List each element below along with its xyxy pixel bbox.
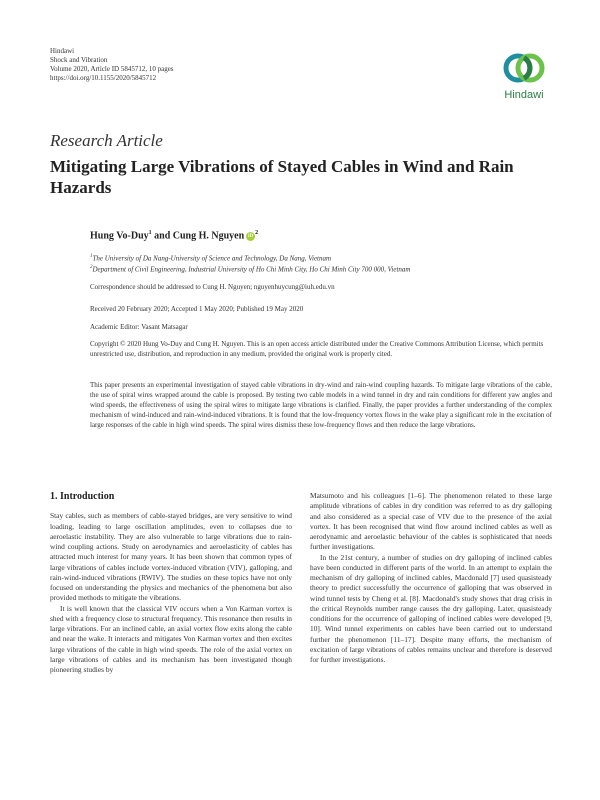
abstract: This paper presents an experimental investigation of stayed cable vibrations in dry-wind and rain-wind coupling hazards. To mitigate large vibrations of the cable, the use of spiral wires wrapped around the cable is proposed. By testing two cable models in a wind tunnel in dry and rain conditions for different yaw angles and wind speeds, the effectiveness of using the spiral wires to mitigate large vibrations is clarified. Finally, the paper provides a further understanding of the complex mechanism of wind-induced and rain-wind-induced vibrations. It is found that the low-frequency vortex flows in the wake play a significant role in the excitation of large responses of the cable in high wind speeds. The spiral wires dismiss these low-frequency flows and then reduce the large vibrations.: [90, 381, 552, 429]
body-paragraph: Matsumoto and his colleagues [1–6]. The phenomenon related to these large amplitude vibrations of cables in dry condition was referred to as dry galloping and also considered as a special case of VIV due to the presence of the axial vortex. It has been recognised that wind flow around inclined cables as well as aerodynamic and aeroelastic behaviour of the cables is sophisticated that needs further investigations.: [310, 491, 552, 552]
affiliation: [90, 263, 550, 274]
affiliation: [90, 252, 550, 263]
section-heading: 1. Introduction: [50, 491, 115, 502]
author-affiliation-mark: 2: [255, 230, 259, 236]
correspondence: Correspondence should be addressed to Cung H. Nguyen; nguyenhuycung@iuh.edu.vn: [90, 283, 335, 291]
academic-editor: Academic Editor: Vasant Matsagar: [90, 323, 188, 331]
body-paragraph: Stay cables, such as members of cable-stayed bridges, are very sensitive to wind loading, leading to large oscillation amplitudes, even to collapses due to aeroelastic instability. They are also vulnerable to large vibrations due to rain-wind coupling actions. Study on aerodynamics and aeroelasticity of cables has attracted much interest for many years. It has been shown that common types of large vibrations of cables include vortex-induced vibration (VIV), galloping, and rain-wind-induced vibrations (RWIV). The studies on these topics have not only focused on understanding the physics and mechanics of the phenomena but also provided methods to mitigate the vibrations.: [50, 511, 292, 603]
body-column-right: [310, 491, 552, 665]
journal-doi[interactable]: https://doi.org/10.1155/2020/5845712: [50, 74, 157, 82]
hindawi-logo-icon: [501, 48, 547, 88]
body-paragraph: It is well known that the classical VIV occurs when a Von Karman vortex is shed with a frequency close to structural frequency. This resonance then results in large vibrations. For an inclined cable, an axial vortex flow exits along the cable and near the wake. It interacts and mitigates Von Karman vortex and then excites large vibrations of the cable in high wind speeds. The role of the axial vortex on large vibrations of cables and its mechanism has been investigated though pioneering studies by: [50, 603, 292, 674]
affiliation-text: The University of Da Nang-University of Science and Technology, Da Nang, Vietnam: [92, 254, 332, 263]
affiliation-mark: 2: [90, 265, 93, 270]
logo-text: Hindawi: [504, 89, 544, 101]
journal-volume: Volume 2020, Article ID 5845712, 10 pages: [50, 65, 174, 73]
journal-info: [50, 47, 174, 83]
body-column-left: [50, 492, 292, 675]
article-title: Mitigating Large Vibrations of Stayed Cables in Wind and Rain Hazards: [50, 157, 514, 197]
body-paragraph: In the 21st century, a number of studies on dry galloping of inclined cables have been conducted in different parts of the world. In an attempt to explain the mechanism of dry galloping of inclined cables, Macdonald [7] used quasisteady theory to predict successfully the occurrence of galloping that was observed in wind tunnel tests by Cheng et al. [8]. Macdonald's study shows that drag crisis in the critical Reynolds number range causes the dry galloping. Later, quasisteady conditions for the occurrence of galloping of inclined cables were developed [9, 10]. Wind tunnel experiments on cables have been carried out to understand further the phenomenon [11–17]. Despite many efforts, the mechanism of excitation of large vibrations of cables remains unclear and therefore is deserved for further investigations.: [310, 552, 552, 664]
author-connector: and: [151, 230, 173, 242]
author-name[interactable]: Cung H. Nguyen: [172, 230, 245, 242]
orcid-icon[interactable]: iD: [248, 234, 254, 240]
author-affiliation-mark: 1: [148, 230, 152, 236]
article-type: Research Article: [50, 131, 163, 150]
affiliation-text: Department of Civil Engineering, Industrial University of Ho Chi Minh City, Ho Chi Minh City 700 000, Vietnam: [92, 265, 411, 274]
hindawi-logo: [496, 48, 552, 108]
affiliation-mark: 1: [90, 254, 93, 259]
publication-dates: Received 20 February 2020; Accepted 1 May 2020; Published 19 May 2020: [90, 305, 304, 313]
author-name[interactable]: Hung Vo-Duy: [90, 230, 149, 242]
copyright-notice: Copyright © 2020 Hung Vo-Duy and Cung H. Nguyen. This is an open access article distributed under the Creative Commons Attribution License, which permits unrestricted use, distribution, and reproduction in any medium, provided the original work is properly cited.: [90, 340, 544, 358]
publisher-name: Hindawi: [50, 47, 75, 55]
author-list: [90, 230, 258, 241]
journal-name: Shock and Vibration: [50, 56, 108, 64]
